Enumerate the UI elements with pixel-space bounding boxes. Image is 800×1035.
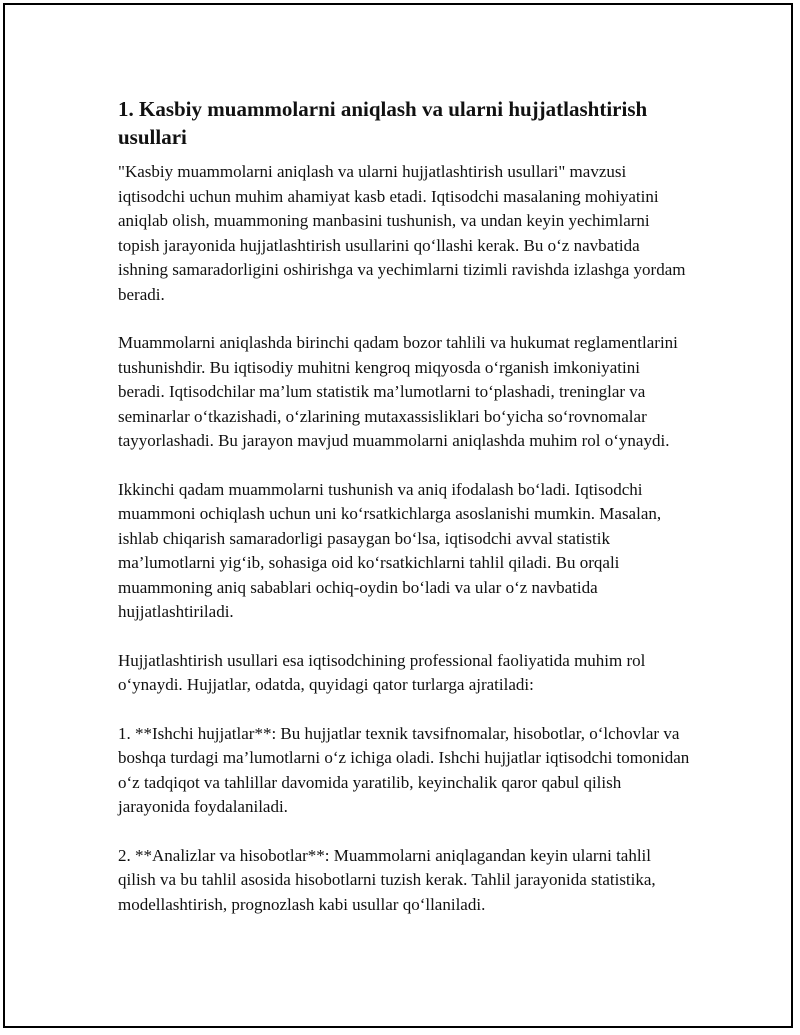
- paragraph-second-step: Ikkinchi qadam muammolarni tushunish va aniq ifodalash bo‘ladi. Iqtisodchi muammoni ochiqlash uchun uni ko‘rsatkichlarga asoslanishi mumkin. Masalan, ishlab chiqarish samaradorligi pasaygan bo‘lsa, iqtisodchi avval statistik ma’lumotlarni yig‘ib, sohasiga oid ko‘rsatkichlarni tahlil qiladi. Bu orqali muammoning aniq sabablari ochiq-oydin bo‘ladi va ular o‘z navbatida hujjatlashtiriladi.: [118, 479, 662, 621]
- list-item-analyses-reports: 2. **Analizlar va hisobotlar**: Muammolarni aniqlagandan keyin ularni tahlil qilish va bu tahlil asosida hisobotlarni tuzish kerak. Tahlil jarayonida statistika, modellashtirish, prognozlash kabi usullar qo‘llaniladi.: [118, 845, 656, 914]
- list-item-working-documents: 1. **Ishchi hujjatlar**: Bu hujjatlar texnik tavsifnomalar, hisobotlar, o‘lchovlar va boshqa turdagi ma’lumotlarni o‘z ichiga oladi. Ishchi hujjatlar iqtisodchi tomonidan o‘z tadqiqot va tahlillar davomida yaratilib, keyinchalik qaror qabul qilish jarayonida foydalaniladi.: [118, 723, 690, 816]
- paragraph-intro: "Kasbiy muammolarni aniqlash va ularni hujjatlashtirish usullari" mavzusi iqtisodchi uchun muhim ahamiyat kasb etadi. Iqtisodchi masalaning mohiyatini aniqlab olish, muammoning manbasini tushunish, va undan keyin yechimlarni topish jarayonida hujjatlashtirish usullarini qo‘llashi kerak. Bu o‘z navbatida ishning samaradorligini oshirishga va yechimlarni tizimli ravishda izlashga yordam beradi.: [118, 162, 686, 304]
- paragraph-documentation-methods: Hujjatlashtirish usullari esa iqtisodchining professional faoliyatida muhim rol o‘ynaydi. Hujjatlar, odatda, quyidagi qator turlarga ajratiladi:: [118, 650, 646, 694]
- paragraph-first-step: Muammolarni aniqlashda birinchi qadam bozor tahlili va hukumat reglamentlarini tushunishdir. Bu iqtisodiy muhitni kengroq miqyosda o‘rganish imkoniyatini beradi. Iqtisodchilar ma’lum statistik ma’lumotlarni to‘plashadi, treninglar va seminarlar o‘tkazishadi, o‘zlarining mutaxassisliklari bo‘yicha so‘rovnomalar tayyorlashadi. Bu jarayon mavjud muammolarni aniqlashda muhim rol o‘ynaydi.: [118, 333, 678, 450]
- document-body: [118, 95, 690, 941]
- section-heading: 1. Kasbiy muammolarni aniqlash va ularni hujjatlashtirish usullari: [118, 97, 648, 149]
